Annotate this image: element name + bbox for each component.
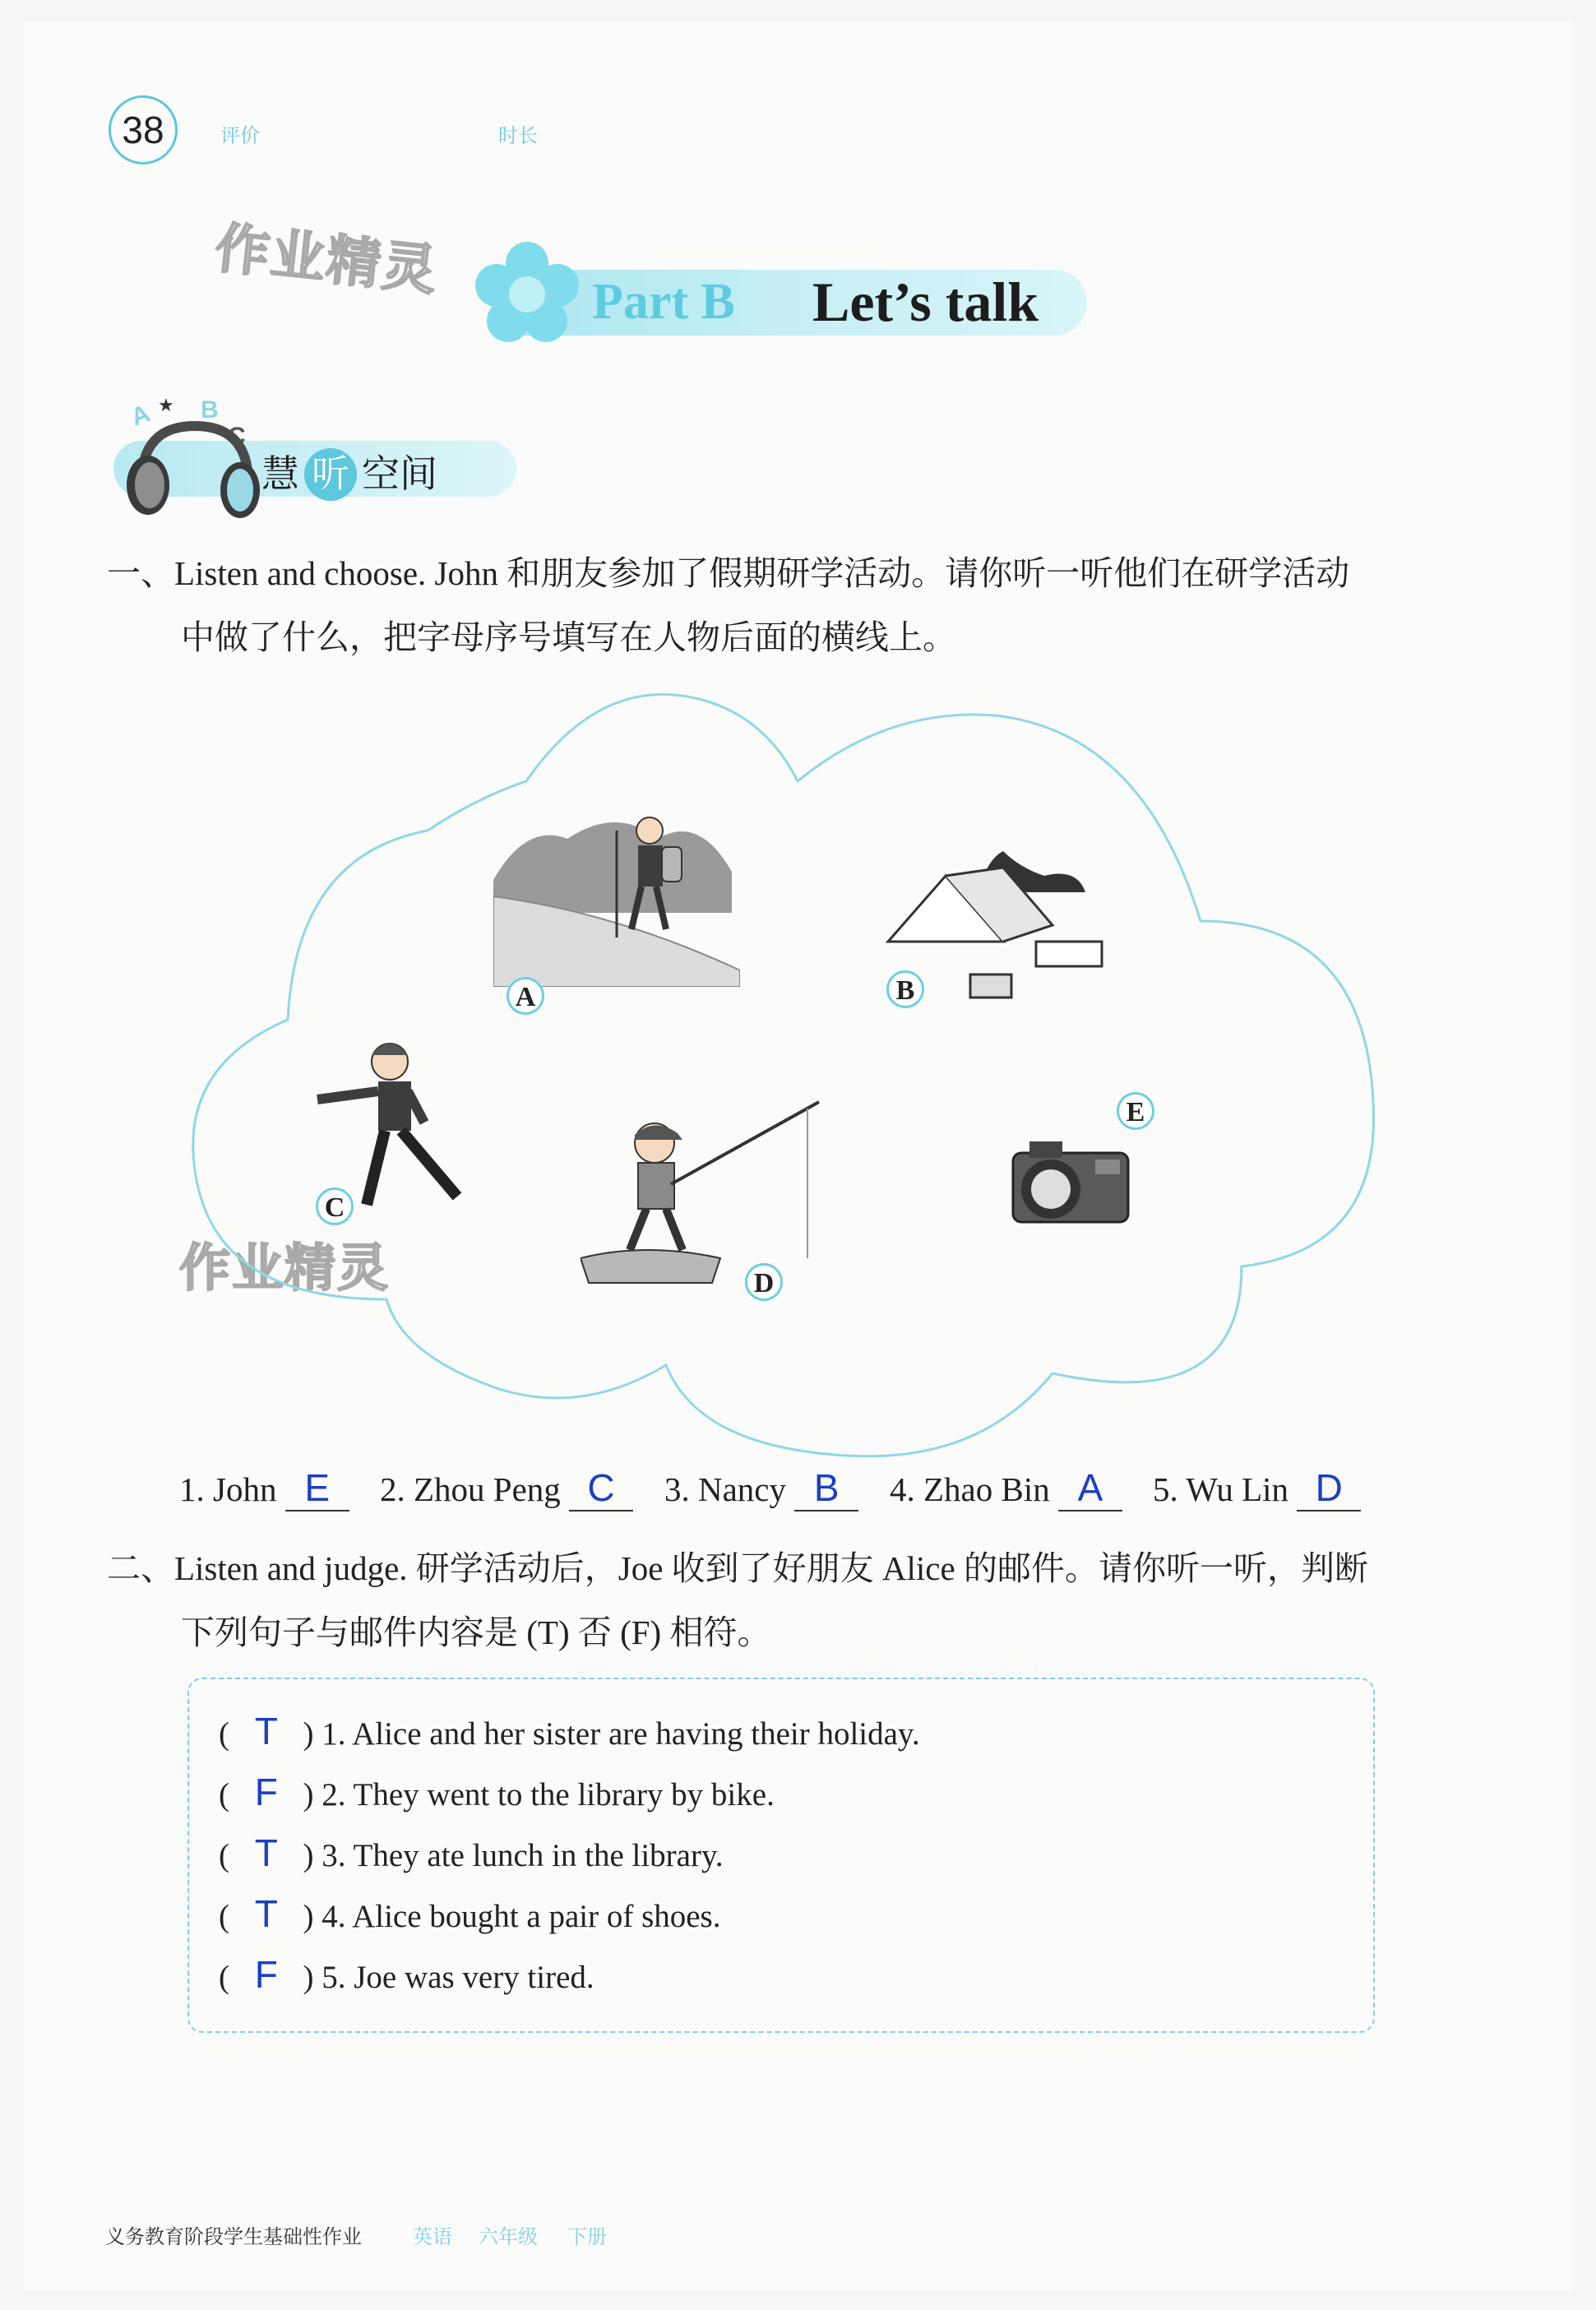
judge-item-3: ( T ) 3. They ate lunch in the library. [219, 1831, 724, 1874]
q1-instruction-cont: 中做了什么，把字母序号填写在人物后面的横线上。 [181, 618, 956, 656]
q2-instruction: 二、Listen and judge. 研学活动后，Joe 收到了好朋友 Alice 的邮件。请你听一听，判断 [107, 1549, 1368, 1587]
answer-value: B [813, 1466, 840, 1509]
judge-answer: T [254, 1710, 278, 1752]
q1-answer-2: 2. Zhou Peng C [380, 1465, 633, 1511]
picture-label-a: A [507, 977, 544, 1015]
footer-subject: 英语 [413, 2225, 452, 2248]
banner-title: Let’s talk [812, 271, 1039, 333]
footer-volume: 下册 [567, 2225, 607, 2248]
judge-answer: T [254, 1892, 278, 1935]
rating-label: 评价 [220, 124, 260, 147]
part-label: Part B [592, 274, 735, 330]
svg-text:B: B [201, 396, 219, 424]
hiking-icon [493, 806, 740, 987]
judge-answer: F [254, 1953, 278, 1996]
picture-label-b: B [886, 970, 924, 1008]
picture-label-c: C [316, 1187, 354, 1225]
page-number: 38 [109, 95, 178, 164]
svg-text:C: C [228, 423, 246, 450]
camera-icon [1010, 1135, 1133, 1234]
q2-instruction-cont: 下列句子与邮件内容是 (T) 否 (F) 相符。 [181, 1613, 771, 1651]
q1-answer-4: 4. Zhao Bin A [890, 1465, 1122, 1511]
answer-value: A [1077, 1466, 1103, 1509]
q1-answer-5: 5. Wu Lin D [1153, 1465, 1361, 1511]
judge-item-1: ( T ) 1. Alice and her sister are having their holiday. [219, 1710, 920, 1752]
judge-item-2: ( F ) 2. They went to the library by bike. [219, 1771, 775, 1813]
answer-value: D [1315, 1466, 1343, 1509]
footer-grade: 六年级 [479, 2225, 538, 2248]
svg-text:★: ★ [158, 395, 174, 415]
answer-value: C [587, 1466, 615, 1509]
duration-label: 时长 [498, 124, 538, 147]
judge-item-5: ( F ) 5. Joe was very tired. [219, 1953, 594, 1996]
watermark: 作业精灵 [179, 1238, 391, 1298]
picture-label-e: E [1117, 1092, 1154, 1130]
judge-item-4: ( T ) 4. Alice bought a pair of shoes. [219, 1892, 721, 1935]
footer-book: 义务教育阶段学生基础性作业 [105, 2225, 362, 2248]
judge-answer: T [254, 1831, 278, 1874]
section-title: 慧 听 空间 [261, 444, 437, 501]
watermark: 作业精灵 [212, 215, 442, 303]
q1-answer-3: 3. Nancy B [664, 1465, 858, 1511]
listen-badge: 听 [304, 448, 357, 501]
answer-value: E [304, 1466, 331, 1509]
q1-instruction: 一、Listen and choose. John 和朋友参加了假期研学活动。请你听一听他们在研学活动 [107, 554, 1350, 592]
judge-answer: F [254, 1771, 278, 1813]
svg-text:A: A [127, 400, 154, 432]
fishing-icon [581, 1094, 827, 1291]
picture-label-d: D [745, 1263, 783, 1301]
headphones-icon [117, 393, 265, 533]
flower-icon [474, 240, 581, 347]
q1-answer-1: 1. John E [179, 1465, 349, 1511]
